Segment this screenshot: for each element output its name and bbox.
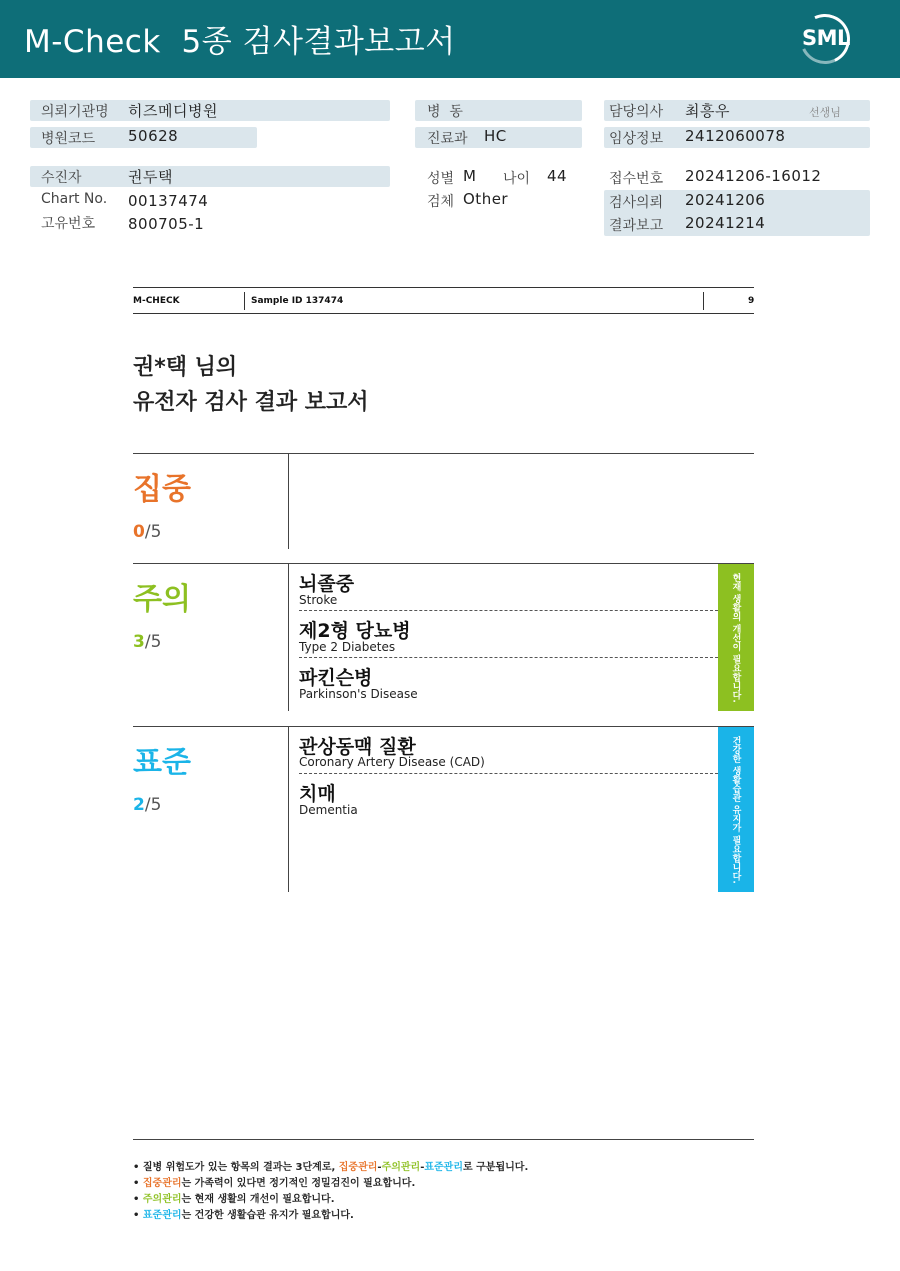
section-focus-rule xyxy=(133,453,754,454)
section-focus-divider xyxy=(288,453,289,549)
chart-no-label: Chart No. xyxy=(41,191,108,207)
section-caution-count-value: 3 xyxy=(133,632,145,652)
specimen-label: 검체 xyxy=(427,194,455,210)
disease-item-title: 뇌졸중 xyxy=(299,573,355,595)
patient-row-bg xyxy=(30,166,390,187)
doctor-value: 최흥우 xyxy=(685,102,730,120)
disease-item-title: 관상동맥 질환 xyxy=(299,736,416,758)
report-title-line1: 권*택 님의 xyxy=(133,355,238,380)
doctor-label: 담당의사 xyxy=(609,104,664,120)
report-header-bottom-rule xyxy=(133,313,754,314)
item-separator xyxy=(299,610,718,611)
caution-side-note xyxy=(718,564,754,711)
logo-text: SML xyxy=(802,26,850,50)
report-title-line2: 유전자 검사 결과 보고서 xyxy=(133,390,369,415)
section-standard-divider xyxy=(288,726,289,892)
patient-label: 수진자 xyxy=(41,170,82,186)
unique-no-value: 800705-1 xyxy=(128,215,205,233)
note-standard-term: 표준관리 xyxy=(424,1162,463,1173)
note-focus-term: 집중관리 xyxy=(142,1178,182,1189)
section-focus-count-total: /5 xyxy=(144,522,162,542)
bullet: • xyxy=(133,1194,140,1205)
page-title: M-Check 5종 검사결과보고서 xyxy=(24,24,456,60)
section-focus-count xyxy=(133,522,161,542)
caution-side-note-text: 현재 생활의 개선이 필요합니다. xyxy=(730,572,741,703)
note-standard-term: 표준관리 xyxy=(142,1210,182,1221)
sample-id: Sample ID 137474 xyxy=(251,296,344,306)
receipt-label: 접수번호 xyxy=(609,171,664,187)
unique-no-label: 고유번호 xyxy=(41,216,96,232)
report-header-top-rule xyxy=(133,287,754,288)
standard-side-note-text: 건강한 생활습관 유지가 필요합니다. xyxy=(730,735,741,884)
report-date-label: 결과보고 xyxy=(609,218,664,234)
footer-note-4 xyxy=(133,1206,354,1221)
clinical-label: 임상정보 xyxy=(609,131,664,147)
footer-rule xyxy=(133,1139,754,1140)
institution-value: 히즈메디병원 xyxy=(128,102,218,120)
bullet: • xyxy=(133,1162,140,1173)
note-focus-term: 집중관리 xyxy=(338,1162,378,1173)
specimen-value: Other xyxy=(463,190,509,208)
disease-item-title: 치매 xyxy=(299,783,336,805)
section-standard-title: 표준 xyxy=(133,745,191,780)
section-standard-rule xyxy=(133,726,754,727)
note-text: 질병 위험도가 있는 항목의 결과는 3단계로, xyxy=(142,1162,339,1173)
request-date-value: 20241206 xyxy=(685,191,766,209)
bullet: • xyxy=(133,1178,140,1189)
ward-label: 병 동 xyxy=(427,104,463,120)
note-text: 는 현재 생활의 개선이 필요합니다. xyxy=(181,1194,335,1205)
disease-item-subtitle: Stroke xyxy=(299,593,338,607)
note-text: 로 구분됩니다. xyxy=(463,1162,529,1173)
age-label: 나이 xyxy=(503,171,531,187)
section-caution-divider xyxy=(288,563,289,711)
request-date-label: 검사의뢰 xyxy=(609,195,664,211)
dept-label: 진료과 xyxy=(427,131,468,147)
hospital-code-label: 병원코드 xyxy=(41,131,96,147)
header-separator xyxy=(703,292,704,310)
page-number: 9 xyxy=(748,296,755,306)
section-caution-count-total: /5 xyxy=(144,632,162,652)
standard-side-note xyxy=(718,727,754,892)
disease-item-subtitle: Parkinson's Disease xyxy=(299,687,418,701)
disease-item-subtitle: Dementia xyxy=(299,803,358,817)
note-dash: - xyxy=(420,1162,425,1173)
section-standard-count-total: /5 xyxy=(144,795,162,815)
disease-item-title: 제2형 당뇨병 xyxy=(299,620,411,642)
section-caution-rule xyxy=(133,563,754,564)
item-separator xyxy=(299,657,718,658)
doctor-suffix: 선생님 xyxy=(809,106,841,119)
disease-item-title: 파킨슨병 xyxy=(299,667,373,689)
note-dash: - xyxy=(377,1162,382,1173)
age-value: 44 xyxy=(547,167,568,185)
chart-no-value: 00137474 xyxy=(128,192,209,210)
disease-item-subtitle: Coronary Artery Disease (CAD) xyxy=(299,755,485,769)
section-focus-count-value: 0 xyxy=(133,522,145,542)
note-caution-term: 주의관리 xyxy=(381,1162,421,1173)
note-caution-term: 주의관리 xyxy=(142,1194,182,1205)
header-separator xyxy=(244,292,245,310)
section-standard-count xyxy=(133,795,161,815)
sex-value: M xyxy=(463,167,477,185)
sex-label: 성별 xyxy=(427,171,455,187)
footer-note-2 xyxy=(133,1174,415,1189)
note-text: 는 건강한 생활습관 유지가 필요합니다. xyxy=(181,1210,354,1221)
section-standard-count-value: 2 xyxy=(133,795,145,815)
report-date-value: 20241214 xyxy=(685,214,766,232)
note-text: 는 가족력이 있다면 정기적인 정밀검진이 필요합니다. xyxy=(181,1178,416,1189)
disease-item-subtitle: Type 2 Diabetes xyxy=(299,640,396,654)
footer-note-3 xyxy=(133,1190,335,1205)
clinical-value: 2412060078 xyxy=(685,127,786,145)
institution-label: 의뢰기관명 xyxy=(41,104,109,120)
item-separator xyxy=(299,773,718,774)
receipt-value: 20241206-16012 xyxy=(685,167,822,185)
section-caution-title: 주의 xyxy=(133,582,191,617)
section-caution-count xyxy=(133,632,161,652)
dept-value: HC xyxy=(484,127,507,145)
hospital-code-value: 50628 xyxy=(128,127,179,145)
report-brand: M-CHECK xyxy=(133,296,180,306)
bullet: • xyxy=(133,1210,140,1221)
sml-logo xyxy=(796,12,856,66)
header-bar xyxy=(0,0,900,78)
footer-note-1 xyxy=(133,1158,528,1173)
section-focus-title: 집중 xyxy=(133,472,191,507)
patient-value: 권두택 xyxy=(128,168,173,186)
